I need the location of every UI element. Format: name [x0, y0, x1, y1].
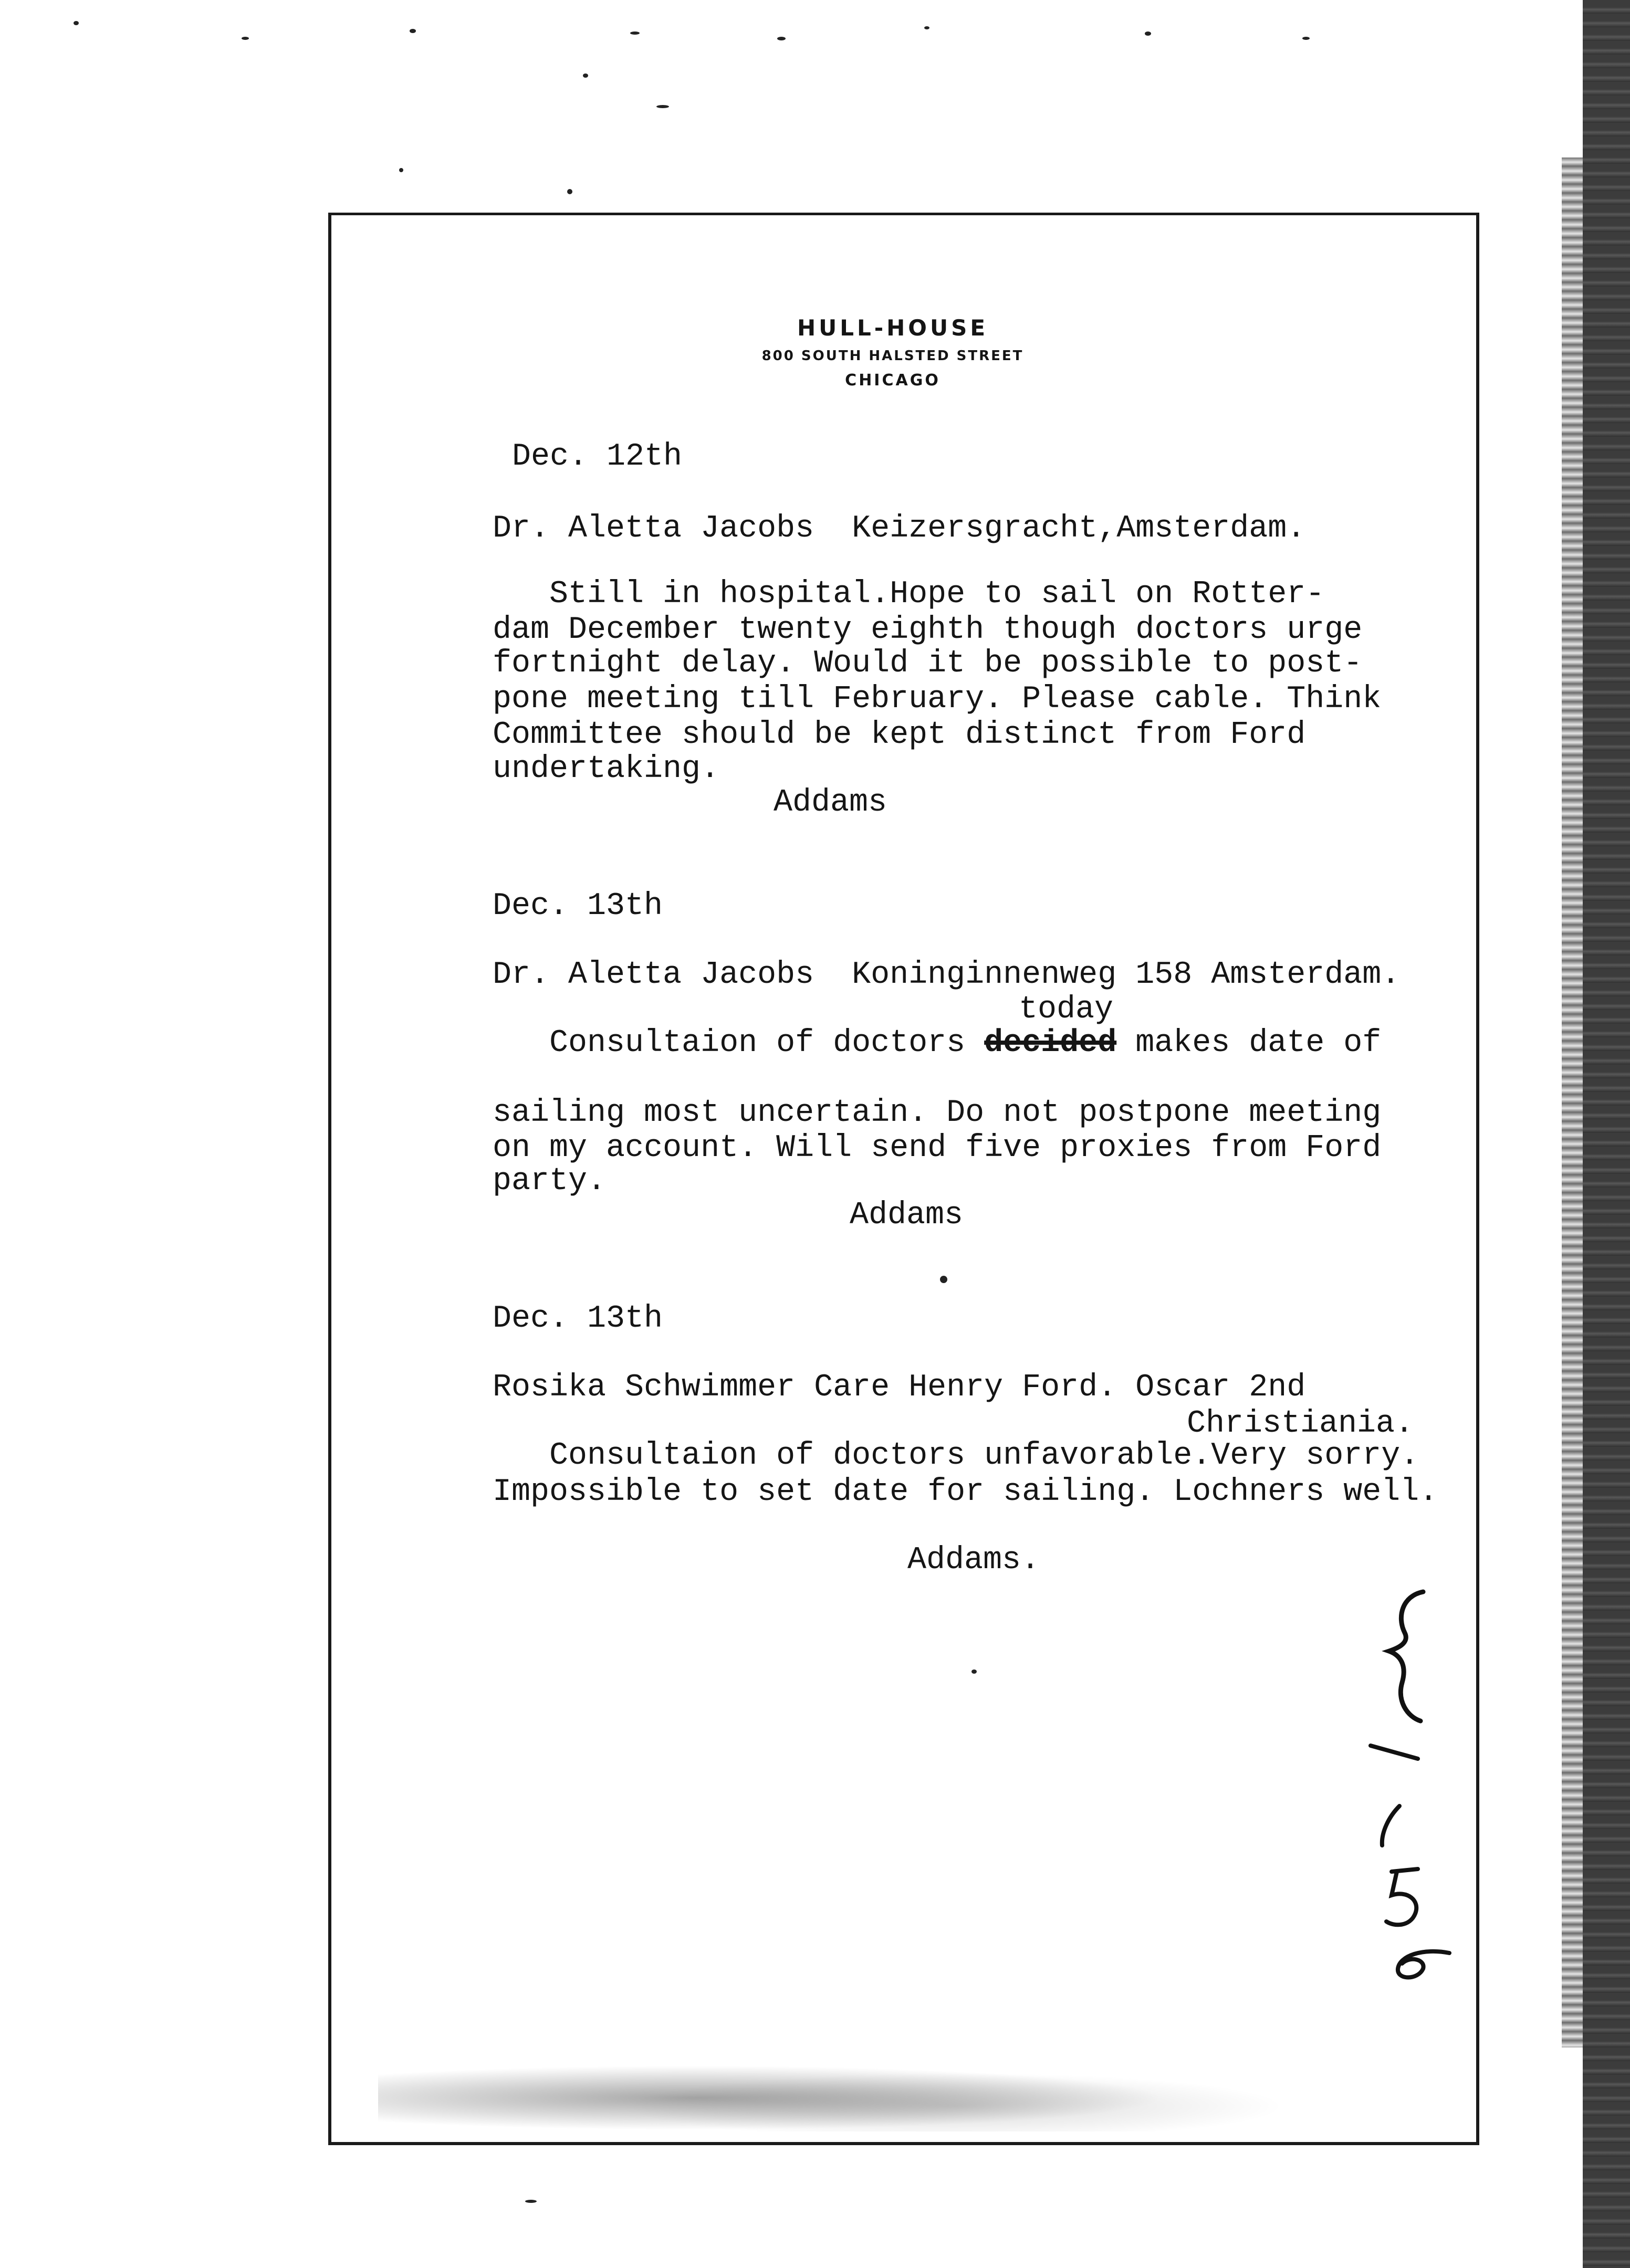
telegram-1-signature: Addams — [774, 785, 887, 821]
scan-speck — [242, 37, 249, 40]
scan-speck — [1145, 32, 1151, 36]
telegram-1-date: Dec. 12th — [512, 439, 683, 475]
handwritten-numeral — [1386, 1869, 1418, 1925]
handwritten-numeral — [1398, 1951, 1449, 1978]
telegram-2-body-line: party. — [493, 1163, 607, 1199]
scan-speck — [1302, 37, 1310, 40]
scan-noise — [378, 2048, 1428, 2132]
telegram-2-line-start: Consultaion of doctors — [493, 1025, 985, 1061]
telegram-3-recipient-cont: Christiania. — [1187, 1406, 1414, 1442]
telegram-1-recipient: Dr. Aletta Jacobs Keizersgracht,Amsterdam. — [493, 511, 1306, 547]
telegram-3-signature: Addams. — [907, 1542, 1040, 1578]
letterhead — [683, 315, 1103, 390]
scan-shadow-edge — [1583, 0, 1630, 2268]
telegram-1-body-line: Committee should be kept distinct from Ford — [493, 717, 1306, 753]
scan-speck — [410, 29, 416, 33]
handwritten-stroke — [1382, 1806, 1399, 1845]
telegram-1-body-line: dam December twenty eighth though doctors urge — [493, 612, 1363, 648]
telegram-2-date: Dec. 13th — [493, 888, 663, 924]
telegram-3-body-line: Consultaion of doctors unfavorable.Very sorry. — [493, 1438, 1419, 1474]
handwritten-brace — [1389, 1592, 1423, 1721]
telegram-2-body-first-line — [493, 1026, 1381, 1060]
telegram-3-recipient: Rosika Schwimmer Care Henry Ford. Oscar 2nd — [493, 1370, 1306, 1405]
scan-speck — [656, 105, 669, 108]
handwritten-margin-marks — [1360, 1586, 1465, 1984]
letterhead-city: CHICAGO — [845, 371, 941, 390]
telegram-1-body-line: Still in hospital.Hope to sail on Rotter- — [493, 576, 1325, 612]
scan-speck — [567, 189, 572, 194]
scan-shadow-gradient — [1562, 158, 1583, 2048]
telegram-1-body-line: fortnight delay. Would it be possible to post- — [493, 646, 1363, 681]
telegram-2-recipient: Dr. Aletta Jacobs Koninginnenweg 158 Amsterdam. — [493, 957, 1401, 993]
telegram-2-signature: Addams — [850, 1198, 964, 1233]
handwritten-dash — [1371, 1746, 1418, 1759]
scan-speck — [399, 168, 403, 172]
scan-speck — [74, 21, 79, 25]
letterhead-street: 800 SOUTH HALSTED STREET — [761, 348, 1024, 364]
scan-speck — [630, 32, 640, 35]
telegram-3-date: Dec. 13th — [493, 1301, 663, 1337]
telegram-1-body-line: undertaking. — [493, 751, 720, 787]
telegram-2-body-line: sailing most uncertain. Do not postpone meeting — [493, 1095, 1382, 1131]
scan-speck — [525, 2200, 537, 2203]
letterhead-organization: HULL-HOUSE — [797, 315, 989, 341]
telegram-3-body-line: Impossible to set date for sailing. Lochners well. — [493, 1474, 1438, 1510]
scan-speck — [924, 26, 929, 29]
scan-speck — [583, 74, 588, 78]
struck-out-word: decided — [984, 1025, 1117, 1061]
scan-speck — [777, 37, 786, 40]
telegram-2-body-line: on my account. Will send five proxies from Ford — [493, 1130, 1382, 1166]
telegram-2-line-end: makes date of — [1116, 1025, 1382, 1061]
telegram-2-insertion: today — [1019, 992, 1114, 1027]
telegram-1-body-line: pone meeting till February. Please cable. Think — [493, 681, 1382, 717]
